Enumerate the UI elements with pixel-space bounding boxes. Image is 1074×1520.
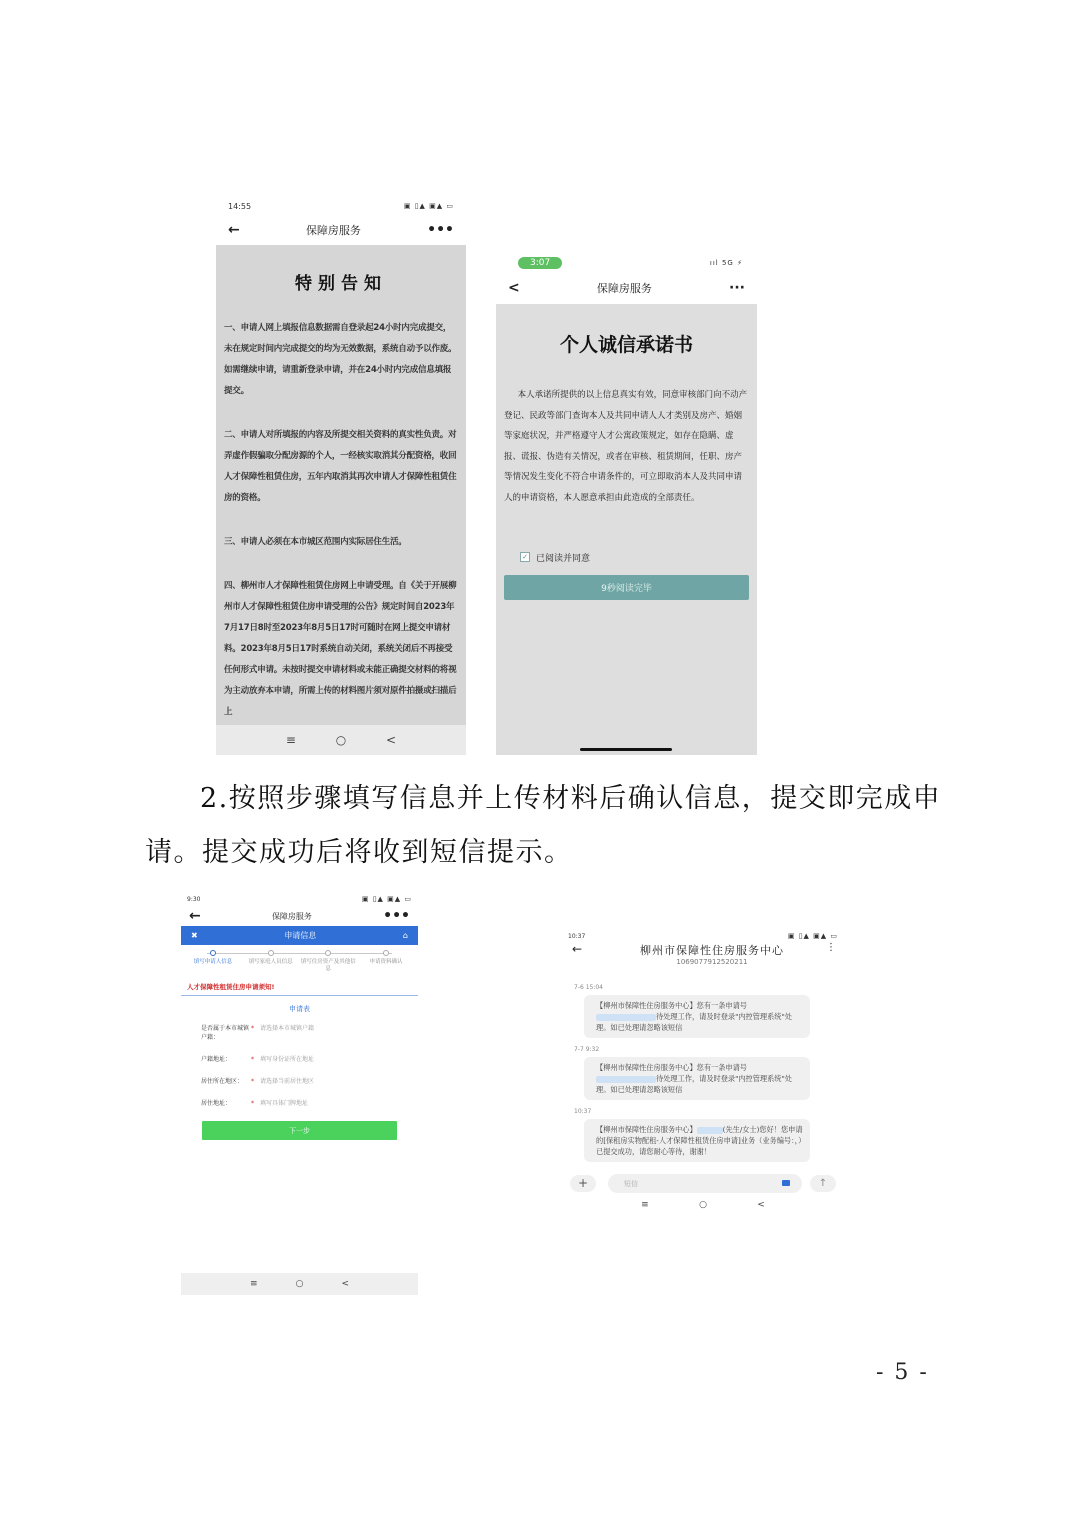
screenshot-special-notice — [216, 197, 466, 755]
form-title-text: 申请表 — [289, 1005, 310, 1013]
signal-icons: ▣ ▯▲ ▣▲ ▭ — [787, 932, 838, 940]
back-icon[interactable]: < — [757, 1200, 765, 1210]
pledge-body — [496, 304, 757, 755]
agree-label: 已阅读并同意 — [536, 553, 591, 564]
sms-input-placeholder: 短信 — [624, 1179, 638, 1188]
instruction-paragraph — [145, 772, 945, 880]
step-label: 申请资料确认 — [369, 959, 403, 965]
notice-paragraph-1: 一、申请人网上填报信息数据需自登录起24小时内完成提交，未在规定时间内完成提交的均为无效数据，系统自动予以作废。如需继续申请，请重新登录申请，并在24小时内完成信息填报提交。 — [224, 323, 457, 396]
progress-steps — [181, 945, 418, 979]
nav-bar — [181, 906, 418, 926]
required-marker: * — [251, 1025, 254, 1032]
close-icon[interactable]: ✖ — [191, 931, 198, 940]
field-placeholder[interactable]: 填写具体门牌地址 — [260, 1100, 309, 1107]
pledge-text: 本人承诺所提供的以上信息真实有效，同意审核部门向不动产登记、民政等部门查询本人及共同申请人人才类别及房产、婚姻等家庭状况，并严格遵守人才公寓政策规定，如存在隐瞒、虚报、谎报、伪造有关情况，或者在审核、租赁期间，任职、房产等情况发生变化不符合申请条件的，可立即取消本人及共同申请人的申请资格，本人愿意承担由此造成的全部责任。 — [504, 390, 748, 503]
field-residence-address[interactable] — [181, 1099, 418, 1108]
nav-bar — [496, 274, 757, 302]
step-2[interactable] — [243, 950, 299, 979]
system-nav-bar — [216, 725, 466, 755]
field-label: 户籍地址： — [201, 1056, 232, 1063]
sms-input[interactable] — [608, 1174, 802, 1193]
home-icon[interactable]: ○ — [295, 1279, 304, 1289]
message-time: 10:37 — [574, 1108, 592, 1115]
message-time: 7-7 9:32 — [574, 1046, 600, 1053]
screenshot-integrity-pledge — [496, 252, 757, 755]
system-nav-bar — [181, 1273, 418, 1295]
agree-checkbox-row[interactable] — [504, 551, 749, 564]
status-bar — [566, 930, 840, 942]
sms-text: 【柳州市保障性住房服务中心】您有一条申请号 — [596, 1001, 747, 1010]
step-3[interactable] — [300, 950, 356, 979]
status-time: 14:55 — [228, 201, 252, 211]
step-dot-icon — [325, 950, 331, 956]
status-bar — [181, 892, 418, 906]
back-arrow-icon[interactable]: ← — [572, 942, 583, 956]
field-placeholder[interactable]: 填写身份证所在地址 — [260, 1056, 315, 1063]
back-arrow-icon[interactable]: < — [508, 280, 520, 296]
sms-text: 待处理工作，请及时登录"内控管理系统"处理。如已处理请忽略该短信 — [596, 1012, 792, 1032]
instruction-line-2: 请。提交成功后将收到短信提示。 — [145, 837, 573, 868]
back-icon[interactable]: < — [386, 733, 397, 747]
sms-bubble — [584, 995, 810, 1038]
status-bar — [216, 197, 466, 215]
notice-body — [216, 245, 466, 725]
field-label: 居住地址： — [201, 1100, 232, 1107]
step-label: 填写申请人信息 — [193, 959, 233, 965]
signal-icons: ▣ ▯▲ ▣▲ ▭ — [361, 895, 412, 903]
home-icon[interactable]: ○ — [335, 733, 347, 747]
back-icon[interactable]: < — [341, 1279, 349, 1289]
sms-text: 【柳州市保障性住房服务中心】 — [596, 1125, 697, 1134]
field-label: 居住所在地区： — [201, 1078, 244, 1085]
notice-paragraph-3: 三、申请人必须在本市城区范围内实际居住生活。 — [224, 537, 407, 547]
sender-number: 1069077912520211 — [676, 958, 748, 966]
screenshot-sms-notification — [566, 930, 840, 1290]
sender-name: 柳州市保障性住房服务中心 — [640, 944, 784, 957]
nav-title: 保障房服务 — [271, 911, 312, 921]
status-bar — [496, 252, 757, 274]
checkbox-checked-icon[interactable]: ✓ — [520, 552, 530, 562]
instruction-line-1: 2.按照步骤填写信息并上传材料后确认信息，提交即完成申 — [200, 783, 942, 814]
app-header — [181, 926, 418, 945]
step-dot-icon — [268, 950, 274, 956]
step-label: 填写家庭人员信息 — [248, 959, 293, 965]
home-icon[interactable]: ⌂ — [402, 931, 408, 940]
menu-icon[interactable]: ≡ — [641, 1200, 649, 1210]
read-complete-button[interactable]: 9秒阅读完毕 — [504, 575, 749, 600]
status-time: 9:30 — [187, 895, 201, 903]
signal-icons: ▣ ▯▲ ▣▲ ▭ — [403, 202, 454, 210]
screenshot-application-form — [181, 892, 418, 1295]
field-household-address[interactable] — [181, 1055, 418, 1064]
application-notice-link[interactable]: 人才保障性租赁住房申请须知! — [181, 979, 418, 996]
back-arrow-icon[interactable]: ← — [189, 908, 201, 924]
redacted-block — [596, 1014, 656, 1021]
required-marker: * — [251, 1056, 254, 1063]
step-1[interactable] — [185, 950, 241, 979]
more-icon[interactable]: ··· — [729, 280, 745, 296]
redacted-block — [596, 1076, 656, 1083]
sms-bubble — [584, 1119, 810, 1162]
sms-bubble — [584, 1057, 810, 1100]
notice-paragraph-2: 二、申请人对所填报的内容及所提交相关资料的真实性负责。对弄虚作假骗取分配房源的个人，一经核实取消其分配资格，收回人才保障性租赁住房，五年内取消其再次申请人才保障性租赁住房的资格。 — [224, 430, 457, 503]
home-indicator[interactable] — [580, 748, 672, 751]
home-icon[interactable]: ○ — [699, 1200, 707, 1210]
more-icon[interactable]: ••• — [427, 222, 454, 238]
step-4[interactable] — [358, 950, 414, 979]
message-time: 7-6 15:04 — [574, 984, 603, 991]
more-vertical-icon[interactable]: ⋮ — [826, 942, 836, 953]
step-dot-icon — [210, 950, 216, 956]
nav-bar — [216, 215, 466, 245]
system-nav-bar — [566, 1193, 840, 1217]
sim-card-icon[interactable] — [782, 1180, 790, 1186]
step-label: 填写住房资产及其他信息 — [300, 959, 356, 972]
field-label: 是否属于本市城镇户籍： — [201, 1025, 250, 1041]
sender-info — [602, 942, 822, 966]
nav-title: 保障房服务 — [596, 282, 652, 295]
sms-text: 【柳州市保障性住房服务中心】您有一条申请号 — [596, 1063, 747, 1072]
more-icon[interactable]: ••• — [383, 908, 410, 924]
menu-icon[interactable]: ≡ — [250, 1279, 258, 1289]
menu-icon[interactable]: ≡ — [285, 733, 296, 747]
sms-header — [566, 942, 840, 976]
notice-title: 特别告知 — [295, 274, 387, 294]
sms-text: 待处理工作，请及时登录"内控管理系统"处理。如已处理请忽略该短信 — [596, 1074, 792, 1094]
app-header-title: 申请信息 — [284, 931, 317, 940]
redacted-block — [697, 1127, 723, 1134]
field-residence-area[interactable] — [181, 1077, 418, 1086]
status-time: 3:07 — [518, 257, 562, 269]
field-placeholder[interactable]: 请选择本市城镇户籍 — [260, 1025, 315, 1032]
field-household-registration[interactable] — [181, 1024, 418, 1042]
field-placeholder[interactable]: 请选择当前居住地区 — [260, 1078, 315, 1085]
status-time: 10:37 — [568, 932, 586, 940]
page-number: - 5 - — [876, 1360, 929, 1385]
plus-icon[interactable]: + — [570, 1175, 596, 1192]
form-title — [181, 1004, 418, 1014]
signal-icons: ııl 5G ⚡ — [709, 259, 743, 267]
step-dot-icon — [383, 950, 389, 956]
compose-bar — [566, 1174, 840, 1193]
sms-text: (先生/女士)您好！您申请的[保租房实物配租-人才保障性租赁住房申请]业务（业务编号：，）已提交成功，请您耐心等待，谢谢！ — [596, 1125, 803, 1156]
required-marker: * — [251, 1078, 254, 1085]
pledge-title: 个人诚信承诺书 — [559, 334, 693, 356]
back-arrow-icon[interactable]: ← — [228, 222, 240, 238]
notice-paragraph-4: 四、柳州市人才保障性租赁住房网上申请受理。自《关于开展柳州市人才保障性租赁住房申请受理的公告》规定时间自2023年7月17日8时至2023年8月5日17时可随时在网上提交申请材料。2023年8月5日17时系统自动关闭，系统关闭后不再接受任何形式申请。未按时提交申请材料或未能正确提交材料的将视为主动放弃本申请，所需上传的材料图片须对原件拍摄或扫描后上 — [224, 581, 457, 717]
next-step-button[interactable]: 下一步 — [202, 1121, 397, 1140]
nav-title: 保障房服务 — [305, 224, 361, 237]
send-arrow-icon[interactable]: ↑ — [810, 1175, 836, 1192]
required-marker: * — [251, 1100, 254, 1107]
